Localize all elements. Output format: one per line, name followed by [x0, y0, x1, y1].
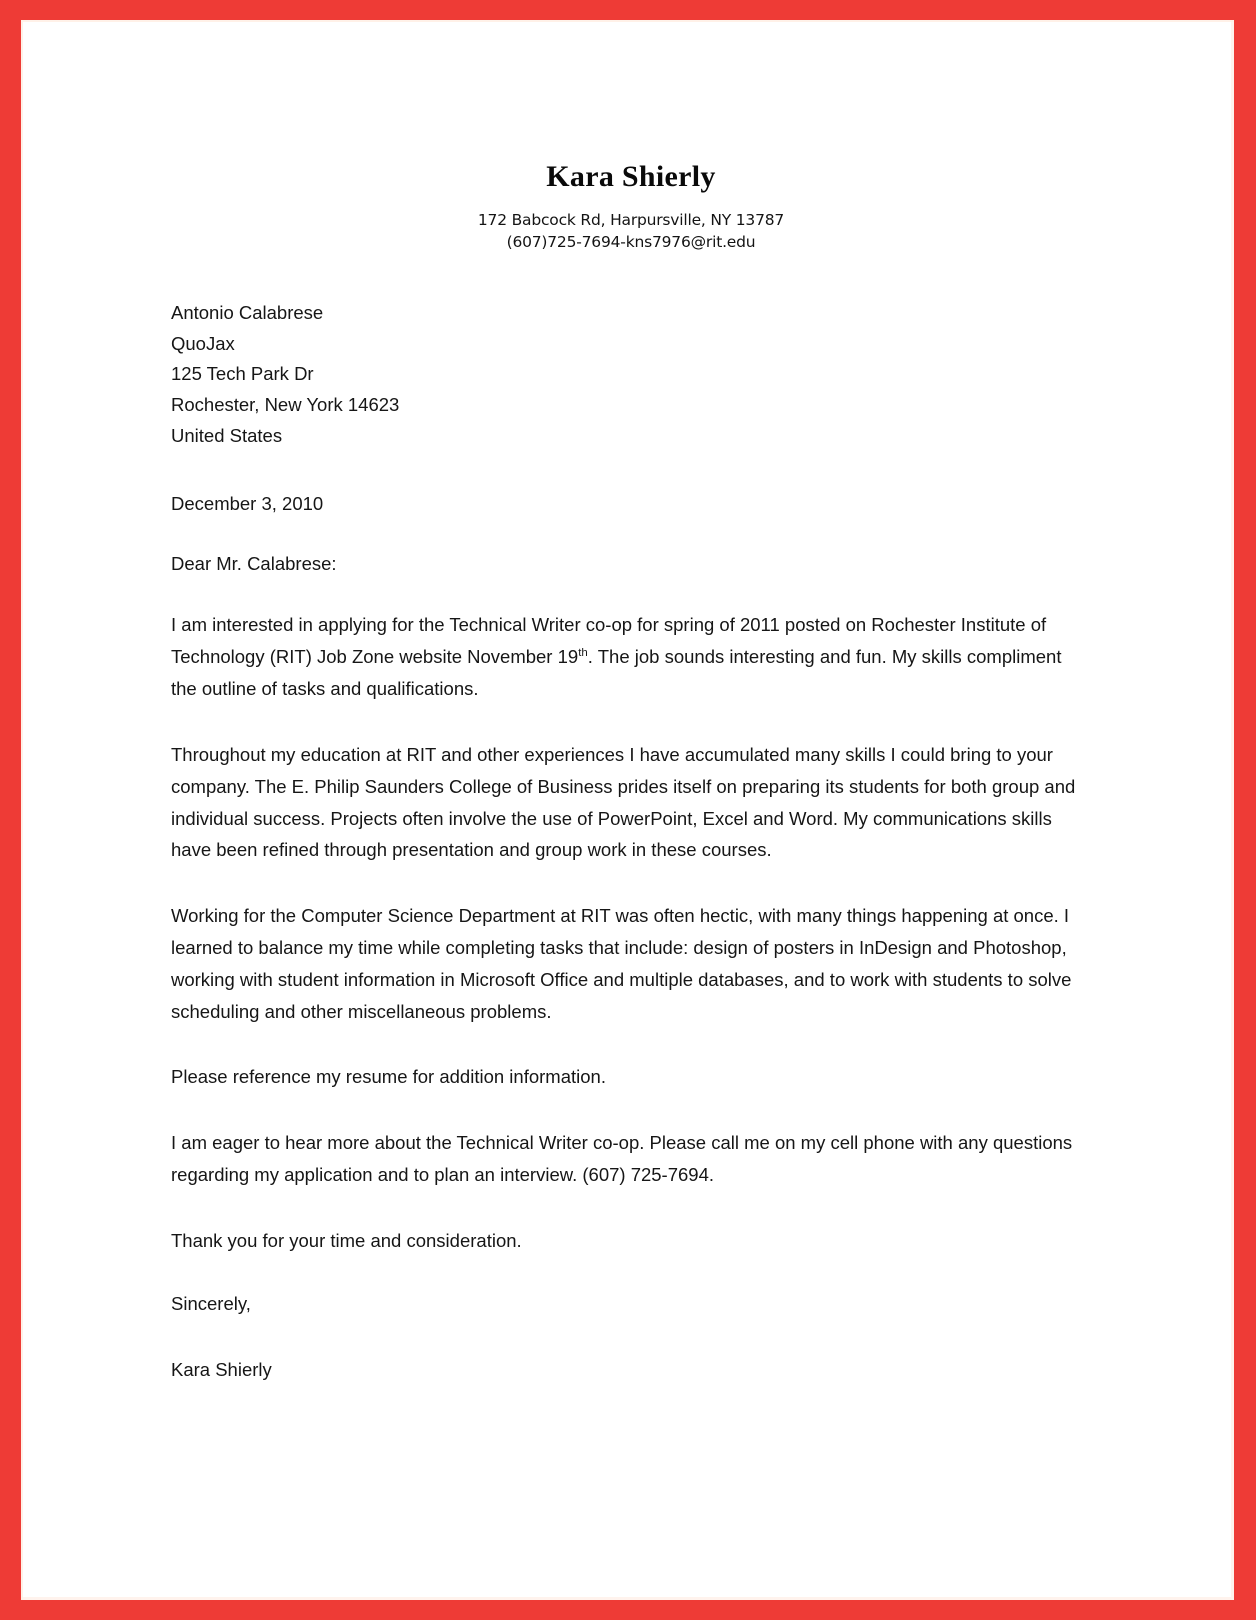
body-paragraph-1-part-b: . The job sounds interesting and fun. My skills compliment the outline of tasks and qualifications.	[171, 646, 1062, 700]
body-paragraph-4: Please reference my resume for addition information.	[171, 1066, 606, 1088]
recipient-line-company: QuoJax	[171, 332, 235, 354]
sender-name: Kara Shierly	[546, 160, 716, 193]
letter-content	[171, 20, 1091, 1381]
letter-page	[21, 20, 1234, 1600]
body-paragraph-2: Throughout my education at RIT and other experiences I have accumulated many skills I could bring to your company. The E. Philip Saunders College of Business prides itself on preparing its students for both group and individual success. Projects often involve the use of PowerPoint, Excel and Word. My communications skills have been refined through presentation and group work in these courses.	[171, 743, 1076, 861]
sender-contact-block	[171, 209, 1091, 254]
ordinal-suffix: th	[578, 647, 588, 660]
recipient-line-country: United States	[171, 424, 283, 446]
recipient-address-block	[171, 298, 1091, 452]
body-paragraph-5: I am eager to hear more about the Technical Writer co-op. Please call me on my cell phone with any questions regarding my application and to plan an interview. (607) 725-7694.	[171, 1132, 1073, 1186]
letter-date: December 3, 2010	[171, 493, 324, 515]
recipient-line-street: 125 Tech Park Dr	[171, 363, 314, 385]
body-paragraph-1-part-a: I am interested in applying for the Technical Writer co-op for spring of 2011 posted on Rochester Institute of Technology (RIT) Job Zone website November 19	[171, 614, 1047, 668]
sender-contact-line: (607)725-7694-kns7976@rit.edu	[506, 233, 756, 252]
body-paragraph-1	[171, 609, 1091, 704]
body-paragraph-3: Working for the Computer Science Department at RIT was often hectic, with many things happening at once. I learned to balance my time while completing tasks that include: design of posters in InDesign and Photoshop, working with student information in Microsoft Office and multiple databases, and to work with students to solve scheduling and other miscellaneous problems.	[171, 905, 1072, 1022]
body-paragraph-6: Thank you for your time and consideration.	[171, 1229, 522, 1251]
recipient-line-name: Antonio Calabrese	[171, 301, 324, 323]
letter-salutation: Dear Mr. Calabrese:	[171, 553, 337, 575]
letterhead	[171, 160, 1091, 254]
sender-address-line: 172 Babcock Rd, Harpursville, NY 13787	[477, 211, 785, 229]
recipient-line-city-state-zip: Rochester, New York 14623	[171, 394, 400, 416]
signature-name: Kara Shierly	[171, 1358, 272, 1380]
letter-closing: Sincerely,	[171, 1292, 251, 1314]
